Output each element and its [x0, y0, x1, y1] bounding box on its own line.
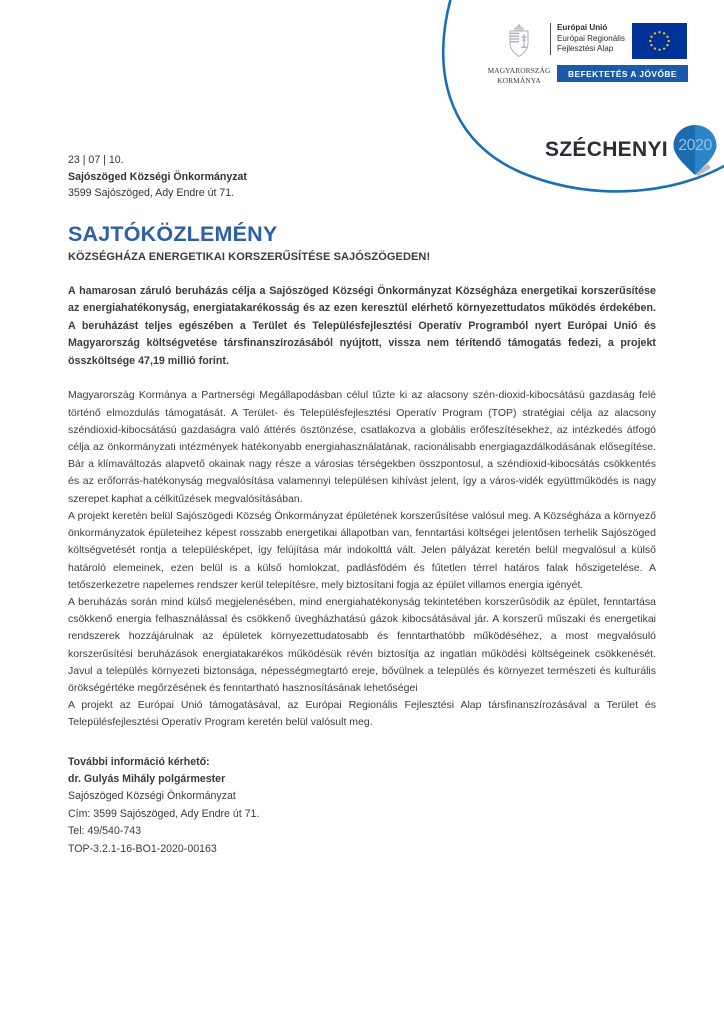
map-pin-icon — [670, 122, 720, 178]
hungary-label-line1: MAGYARORSZÁG — [487, 66, 551, 75]
eu-label-line1: Európai Unió — [557, 23, 608, 32]
szechenyi-wordmark: SZÉCHENYI — [545, 138, 668, 161]
contact-project-id: TOP-3.2.1-16-BO1-2020-00163 — [68, 842, 217, 855]
eu-flag-icon — [632, 23, 687, 59]
lead-paragraph: A hamarosan záruló beruházás célja a Sajószöged Községi Önkormányzat Községháza energetikai korszerűsítése az energiahatékonyság, energiatakarékosság és az ezen keresztül elérhető környezettudatos működés érdekében. A beruházást teljes egészében a Terület és Településfejlesztési Operatív Programból nyert Európai Unió és Magyarország költségvetése társfinanszírozásából nyújtott, vissza nem térítendő támogatás fedezi, a projekt összköltsége 47,19 millió forint. — [68, 284, 656, 367]
paragraph-3: A beruházás során mind külső megjelenésében, mind energiahatékonyság tekintetében korszerűsödik az épület, fenntartása csökkenő energia felhasználással és csökkenő üvegházhatású gázok kibocsátásával jár. A korszerű műszaki és energetikai rendszerek hozzájárulnak az épületek környezettudatosabb és fenntarthatóbb működéséhez, a most megvalósuló korszerűsítési beruházások energiatakarékos működésük révén biztosítja az ingatlan működési költségeinek csökkenését. Javul a település környezeti biztonsága, népességmegtartó ereje, bővülnek a település és környezet természeti és kulturális örökségértéke megőrzésének és fenntartható hasznosításának lehetőségei — [68, 595, 656, 694]
hungary-government-label — [488, 66, 551, 85]
invest-in-future-banner: BEFEKTETÉS A JÖVŐBE — [557, 65, 688, 82]
contact-block — [68, 754, 656, 858]
meta-date: 23 | 07 | 10. — [68, 154, 124, 166]
hungary-coat-of-arms-icon — [506, 24, 532, 63]
document-body — [68, 152, 656, 858]
eu-logo-top-row — [550, 23, 688, 59]
body-paragraphs — [68, 387, 656, 731]
eu-label-line3: Fejlesztési Alap — [557, 44, 614, 54]
contact-organization: Sajószöged Községi Önkormányzat — [68, 790, 236, 803]
eu-logo-block — [550, 22, 688, 82]
eu-fund-label — [550, 23, 625, 55]
contact-name: dr. Gulyás Mihály polgármester — [68, 772, 226, 785]
paragraph-1: Magyarország Kormánya a Partnerségi Megállapodásban célul tűzte ki az alacsony szén-dioxid-kibocsátású gazdaság felé történő elmozdulás támogatását. A Terület- és Településfejlesztési Operatív Program (TOP) stratégiai célja az alacsony széndioxid-kibocsátású gazdaságra való áttérés ösztönzése, csatlakozva a globális erőfeszítésekhez, az intézkedés átfogó célja az önkormányzati intézmények hatékonyabb energiahasználatának, racionálisabb energiagazdálkodásának elősegítése. Bár a klímaváltozás alapvető okainak nagy része a városias térségekben összpontosul, a széndioxid-kibocsátás csökkentés és az erőforrás-hatékonyság megvalósítása valamennyi településen kihívást jelent, így a város-vidék együttműködés is nagy szerepet kaphat a célkitűzések megvalósításában. — [68, 389, 656, 505]
szechenyi-year: 2020 — [678, 137, 712, 154]
document-meta — [68, 152, 656, 202]
contact-phone: Tel: 49/540-743 — [68, 825, 142, 838]
page-subtitle: KÖZSÉGHÁZA ENERGETIKAI KORSZERŰSÍTÉSE SAJÓSZÖGEDEN! — [68, 250, 431, 263]
contact-address: Cím: 3599 Sajószöged, Ady Endre út 71. — [68, 807, 260, 820]
hungary-government-logo — [487, 22, 551, 85]
eu-hungary-logo-row — [487, 22, 688, 85]
hungary-label-line2: KORMÁNYA — [497, 75, 541, 85]
paragraph-2: A projekt keretén belül Sajószögedi Község Önkormányzat épületének korszerűsítése valósul meg. A Községháza a környező önkormányzatok épületeihez képest rosszabb energetikai állapotban van, fenntartási költségei jelentősen terhelik Sajószöged költségvetését rontja a településképet, így felújítása már indokolttá vált. Jelen pályázat keretén belül megvalósul a külső határoló elemeinek, ezen belül is a külső homlokzat, padlásfödém és fűtetlen térrel határos falak hőszigetelése. A tetőszerkezetre napelemes rendszer kerül telepítésre, mely biztosítani fogja az épület villamos energia igényét. — [68, 509, 656, 591]
eu-label-line2: Európai Regionális — [557, 33, 625, 43]
page-title: SAJTÓKÖZLEMÉNY — [68, 221, 278, 246]
contact-heading: További információ kérhető: — [68, 755, 210, 768]
meta-organization: Sajószöged Községi Önkormányzat — [68, 170, 247, 183]
meta-address: 3599 Sajószöged, Ady Endre út 71. — [68, 187, 235, 199]
paragraph-4: A projekt az Európai Unió támogatásával, az Európai Regionális Fejlesztési Alap társfinanszírozásával a Terület és Településfejlesztési Operatív Program keretén belül valósult meg. — [68, 699, 656, 729]
